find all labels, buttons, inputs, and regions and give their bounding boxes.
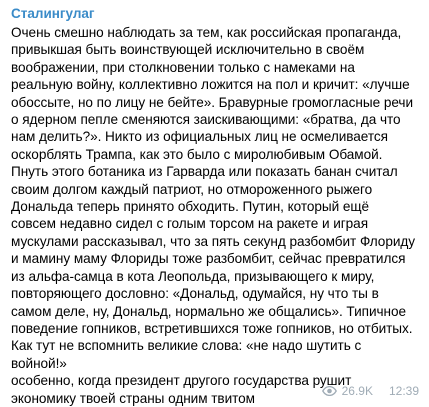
message-text: Очень смешно наблюдать за тем, как российская пропаганда, привыкшая быть воинствующей исключительно в своём воображении, при столкновении только с намеками на реальную войну, коллективно ложится на пол и кричит: «лучше обоссыте, но по лицу не бейте». Бравурные громогласные речи о ядерном пепле сменяются заискивающими: «братва, да что нам делить?». Никто из официальных лиц не осмеливается оскорблять Трампа, как это было с миролюбивым Обамой. Пнуть этого ботаника из Гарварда или показать банан считал своим долгом каждый патриот, но отмороженного рыжего Дональда теперь принято обходить. Путин, который ещё совсем недавно сидел с голым торсом на ракете и играя мускулами рассказывал, что за пять секунд разбомбит Флориду и мамину маму Флориды тоже разбомбит, сейчас превратился из альфа-самца в кота Леопольда, призывающего к миру, повторяющего дословно: «Дональд, одумайся, ну что ты в самом деле, ну, Дональд, нормально же общались». Типичное поведение гопников, встретившихся тоже гопников, но отбитых. Как тут не вспомнить великие слова: «не надо шутить с войной!» особенно, когда президент другого государства рушит экономику твоей страны одним твитом: [11, 25, 415, 406]
eye-icon: [322, 386, 337, 396]
message-meta: [322, 384, 419, 398]
channel-name[interactable]: Сталингулаг: [11, 6, 95, 21]
message-time: 12:39: [388, 384, 419, 398]
views-count: 26.9K: [341, 384, 373, 398]
